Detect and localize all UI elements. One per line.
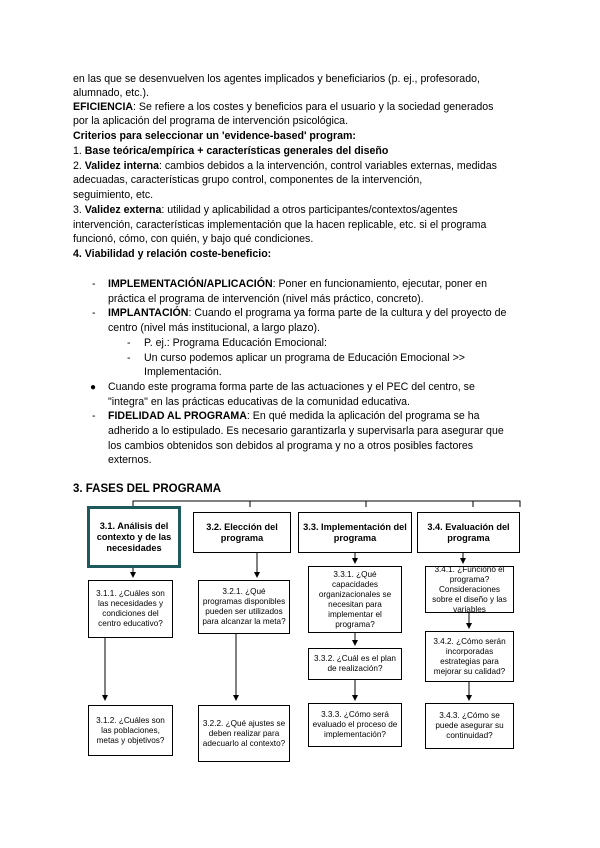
criterio-2: 2. Validez interna: cambios debidos a la intervención, control variables externas, medidas [73,160,497,172]
criterio-3: 3. Validez externa: utilidad y aplicabilidad a otros participantes/contextos/agentes [73,204,458,216]
question-3-3-1: 3.3.1. ¿Qué capacidades organizacionales se necesitan para implementar el programa? [308,566,402,633]
phase-3-3-header: 3.3. Implementación del programa [298,512,412,553]
paragraph-line: externos. [108,454,152,466]
paragraph-line: por la aplicación del programa de intervención psicológica. [73,115,349,127]
paragraph-line: adecuadas, características grupo control, componentes de la intervención, [73,174,423,186]
question-3-2-2: 3.2.2. ¿Qué ajustes se deben realizar para adecuarlo al contexto? [198,705,290,762]
eficiencia-line: EFICIENCIA: Se refiere a los costes y beneficios para el usuario y la sociedad generados [73,101,494,113]
implementacion-line: IMPLEMENTACIÓN/APLICACIÓN: Poner en funcionamiento, ejecutar, poner en [108,278,487,290]
paragraph-line: centro (nivel más institucional, a largo plazo). [108,322,320,334]
paragraph-line: adherido a lo estipulado. Es necesario garantizarla y supervisarla para asegurar que [108,425,504,437]
question-3-1-2: 3.1.2. ¿Cuáles son las poblaciones, metas y objetivos? [88,705,173,756]
phase-3-2-header: 3.2. Elección del programa [193,512,291,553]
paragraph-line: seguimiento, etc. [73,189,154,201]
criterio-4: 4. Viabilidad y relación coste-beneficio: [73,248,272,260]
criterios-heading: Criterios para seleccionar un 'evidence-based' program: [73,130,356,142]
paragraph-line: "integra" en las prácticas educativas de la comunidad educativa. [108,396,410,408]
question-3-3-2: 3.3.2. ¿Cuál es el plan de realización? [308,648,402,680]
dash-marker: - [92,410,96,422]
phase-3-1-header: 3.1. Análisis del contexto y de las necesidades [87,506,181,568]
paragraph-line: intervención, características implementación que la hacen replicable, etc. si el programa [73,219,487,231]
paragraph-line: alumnado, etc.). [73,87,149,99]
question-3-4-1: 3.4.1. ¿Funcionó el programa? Consideraciones sobre el diseño y las variables [425,566,514,613]
implantacion-line: IMPLANTACIÓN: Cuando el programa ya forma parte de la cultura y del proyecto de [108,307,507,319]
question-3-1-1: 3.1.1. ¿Cuáles son las necesidades y condiciones del centro educativo? [88,580,173,638]
dash-marker: - [127,352,131,364]
dash-marker: - [92,278,96,290]
paragraph-line: en las que se desenvuelven los agentes implicados y beneficiarios (p. ej., profesorado, [73,73,480,85]
bullet-item: Cuando este programa forma parte de las actuaciones y el PEC del centro, se [108,381,475,393]
question-3-2-1: 3.2.1. ¿Qué programas disponibles pueden ser utilizados para alcanzar la meta? [198,580,290,634]
phase-3-4-header: 3.4. Evaluación del programa [417,512,520,553]
sub-item: Un curso podemos aplicar un programa de Educación Emocional >> [144,352,465,364]
question-3-4-2: 3.4.2. ¿Cómo serán incorporadas estrategias para mejorar su calidad? [425,631,514,682]
question-3-3-3: 3.3.3. ¿Cómo será evaluado el proceso de implementación? [308,703,402,747]
criterio-1: 1. Base teórica/empírica + características generales del diseño [73,145,389,157]
dash-marker: - [92,307,96,319]
paragraph-line: los cambios obtenidos son debidos al programa y no a otros posibles factores [108,440,474,452]
paragraph-line: funcionó, cómo, con quién, y bajo qué condiciones. [73,233,314,245]
section-title: 3. FASES DEL PROGRAMA [73,483,222,495]
question-3-4-3: 3.4.3. ¿Cómo se puede asegurar su continuidad? [425,703,514,749]
fidelidad-line: FIDELIDAD AL PROGRAMA: En qué medida la aplicación del programa se ha [108,410,480,422]
dash-marker: - [127,337,131,349]
sub-item: P. ej.: Programa Educación Emocional: [144,337,327,349]
paragraph-line: práctica el programa de intervención (nivel más práctico, concreto). [108,293,424,305]
paragraph-line: Implementación. [144,366,222,378]
bullet-dot: ● [90,382,97,393]
